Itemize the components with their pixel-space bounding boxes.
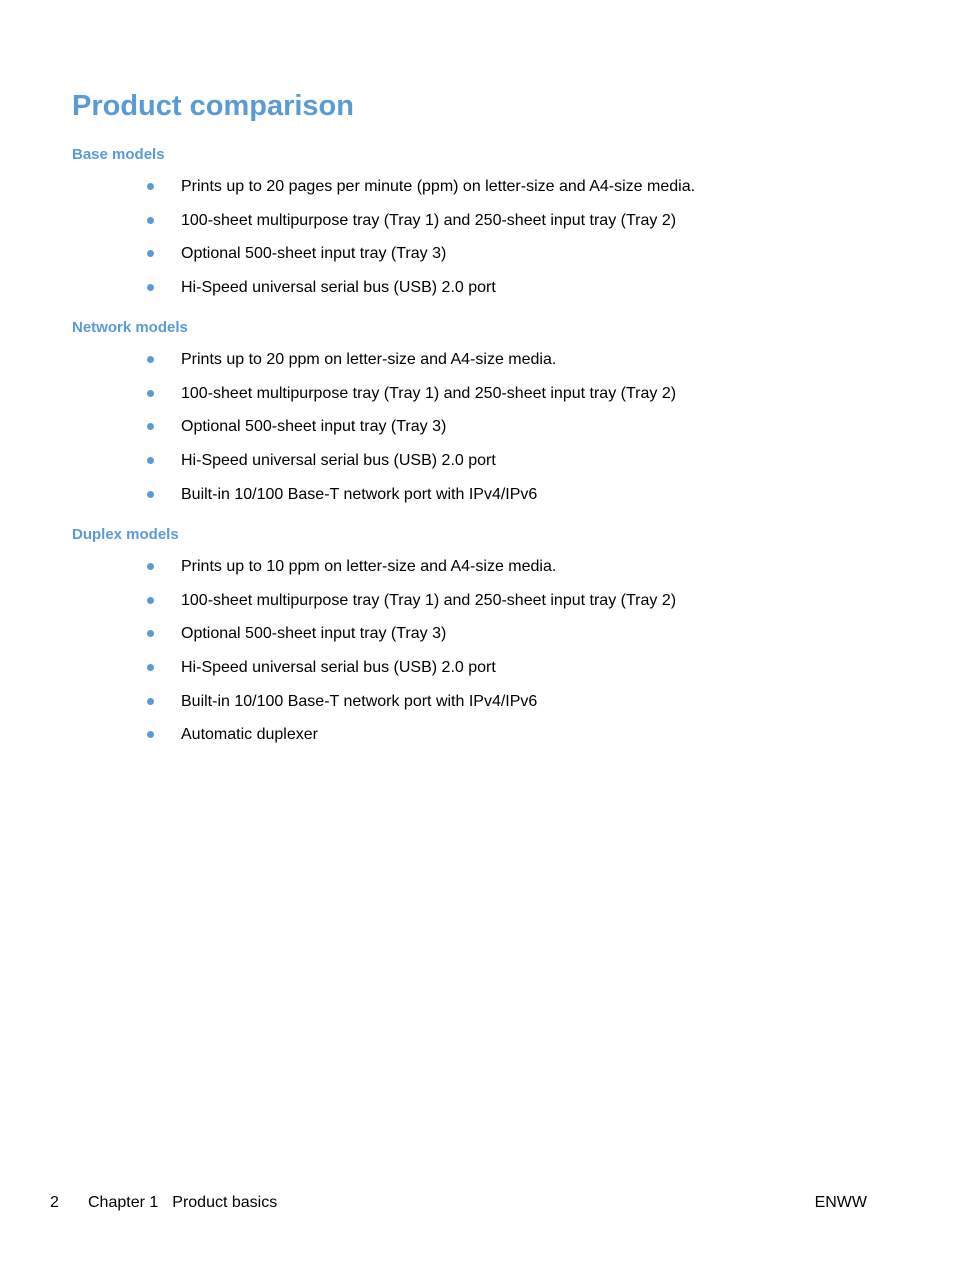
bullet-icon bbox=[147, 457, 154, 464]
bullet-icon bbox=[147, 390, 154, 397]
list-item bbox=[72, 693, 892, 727]
list-item-text: 100-sheet multipurpose tray (Tray 1) and 250-sheet input tray (Tray 2) bbox=[181, 384, 677, 402]
bullet-icon bbox=[147, 664, 154, 671]
list-item-text: 100-sheet multipurpose tray (Tray 1) and 250-sheet input tray (Tray 2) bbox=[181, 211, 677, 229]
list-item-text: 100-sheet multipurpose tray (Tray 1) and 250-sheet input tray (Tray 2) bbox=[181, 591, 677, 609]
bullet-icon bbox=[147, 250, 154, 257]
bullet-icon bbox=[147, 698, 154, 705]
page-footer bbox=[50, 1193, 867, 1213]
list-item-text: Prints up to 20 pages per minute (ppm) on letter-size and A4-size media. bbox=[181, 178, 696, 195]
list-item bbox=[72, 726, 892, 760]
list-item-text: Automatic duplexer bbox=[181, 726, 318, 744]
list-item bbox=[72, 351, 892, 385]
bullet-icon bbox=[147, 563, 154, 570]
footer-chapter bbox=[88, 1193, 277, 1213]
bullet-icon bbox=[147, 183, 154, 190]
list-item-text: Prints up to 10 ppm on letter-size and A4-size media. bbox=[181, 558, 557, 575]
section-heading: Base models bbox=[72, 146, 165, 163]
list-item-text: Optional 500-sheet input tray (Tray 3) bbox=[181, 418, 447, 436]
list-item-text: Prints up to 20 ppm on letter-size and A4-size media. bbox=[181, 351, 557, 368]
list-item bbox=[72, 452, 892, 486]
section-base-models bbox=[72, 146, 892, 313]
footer-language-code: ENWW bbox=[814, 1194, 867, 1211]
list-item-text: Hi-Speed universal serial bus (USB) 2.0 port bbox=[181, 452, 496, 470]
section-heading: Duplex models bbox=[72, 526, 179, 543]
list-item bbox=[72, 418, 892, 452]
list-item-text: Built-in 10/100 Base-T network port with IPv4/IPv6 bbox=[181, 485, 538, 503]
list-item bbox=[72, 558, 892, 592]
list-item bbox=[72, 592, 892, 626]
section-duplex-models bbox=[72, 526, 892, 760]
list-item bbox=[72, 178, 892, 212]
list-item-text: Optional 500-sheet input tray (Tray 3) bbox=[181, 245, 447, 263]
list-item-text: Hi-Speed universal serial bus (USB) 2.0 port bbox=[181, 279, 496, 297]
list-item bbox=[72, 486, 892, 520]
list-item bbox=[72, 279, 892, 313]
section-heading: Network models bbox=[72, 319, 188, 336]
page-title: Product comparison bbox=[72, 90, 354, 122]
page-number: 2 bbox=[50, 1194, 59, 1211]
list-item-text: Built-in 10/100 Base-T network port with IPv4/IPv6 bbox=[181, 692, 538, 710]
list-item bbox=[72, 385, 892, 419]
bullet-icon bbox=[147, 731, 154, 738]
list-item bbox=[72, 245, 892, 279]
bullet-icon bbox=[147, 217, 154, 224]
bullet-icon bbox=[147, 491, 154, 498]
bullet-icon bbox=[147, 423, 154, 430]
chapter-title: Product basics bbox=[172, 1194, 278, 1211]
section-network-models bbox=[72, 319, 892, 519]
bullet-list bbox=[72, 351, 892, 519]
list-item-text: Hi-Speed universal serial bus (USB) 2.0 port bbox=[181, 659, 496, 677]
bullet-list bbox=[72, 558, 892, 760]
bullet-icon bbox=[147, 597, 154, 604]
list-item-text: Optional 500-sheet input tray (Tray 3) bbox=[181, 625, 447, 643]
list-item bbox=[72, 659, 892, 693]
bullet-list bbox=[72, 178, 892, 313]
list-item bbox=[72, 212, 892, 246]
bullet-icon bbox=[147, 356, 154, 363]
bullet-icon bbox=[147, 284, 154, 291]
bullet-icon bbox=[147, 630, 154, 637]
chapter-label: Chapter 1 bbox=[88, 1194, 159, 1211]
list-item bbox=[72, 625, 892, 659]
